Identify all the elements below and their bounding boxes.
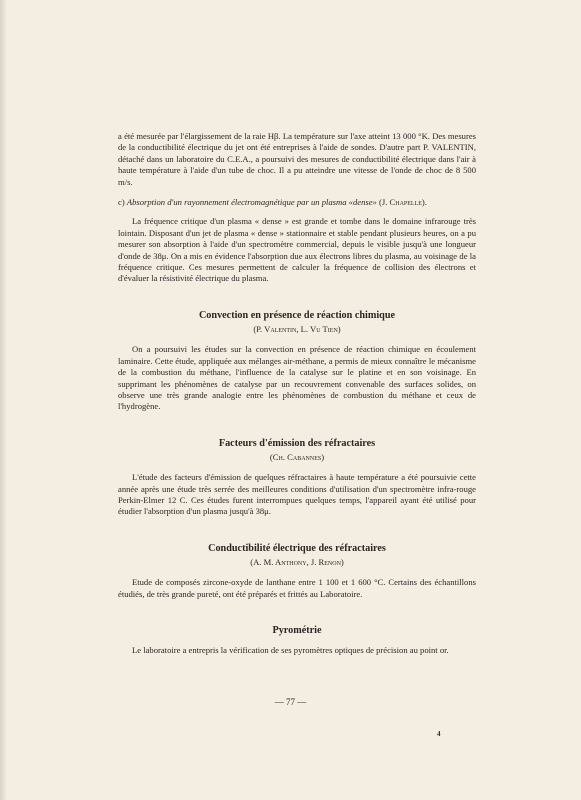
page-edge bbox=[0, 0, 6, 800]
section-c-heading bbox=[118, 197, 476, 208]
section-c-author: (J. Chapelle). bbox=[379, 197, 427, 208]
page-number: — 77 — bbox=[274, 697, 307, 707]
section-c-label: c) bbox=[118, 197, 125, 208]
section-paragraph-emission: L'étude des facteurs d'émission de quelques réfractaires à haute température a été poursuivie cette année après une étude très serrée des meilleures conditions d'utilisation d'un spectromètre infra-rouge Perkin-Elmer 12 C. Ces études furent interrompues quelques temps, l'appareil ayant été utilisé pour étudier l'absorption d'un plasma jusqu'à 38μ. bbox=[118, 472, 476, 517]
intro-paragraph: a été mesurée par l'élargissement de la raie Hβ. La température sur l'axe atteint 13 000 °K. Des mesures de la conductibilité électrique du jet ont été entreprises à l'aide de sondes. D'autre part P. VALENTIN, détaché dans un laboratoire du C.E.A., a poursuivi des mesures de conductibilité électrique dans l'air à haute température à l'aide d'un tube de choc. Il a pu atteindre une vitesse de l'onde de choc de 8 500 m/s. bbox=[118, 131, 476, 187]
section-authors-convection: (P. Valentin, L. Vu Tien) bbox=[253, 323, 341, 334]
section-paragraph-conductibilite: Etude de composés zircone-oxyde de lanthane entre 1 100 et 1 600 °C. Certains des échantillons étudiés, de très grande pureté, ont été préparés et frittés au Laboratoire. bbox=[118, 577, 476, 599]
section-paragraph-convection: On a poursuivi les études sur la convection en présence de réaction chimique en écoulement laminaire. Cette étude, appliquée aux mélanges air-méthane, a permis de mieux connaître le mécanisme de la combustion du méthane, l'influence de la catalyse sur le platine et en son voisinage. En supprimant les phénomènes de catalyse par un recouvrement convenable des surfaces solides, on observe une très grande analogie entre les phénomènes de combustion du méthane et ceux de l'hydrogène. bbox=[118, 344, 476, 412]
section-authors-conductibilite: (A. M. Anthony, J. Renon) bbox=[250, 556, 344, 567]
corner-mark: 4 bbox=[437, 730, 441, 738]
section-heading-pyrometrie: Pyrométrie bbox=[272, 624, 322, 636]
section-paragraph-pyrometrie: Le laboratoire a entrepris la vérification de ses pyromètres optiques de précision au point or. bbox=[132, 644, 449, 655]
section-authors-emission: (Ch. Cabannes) bbox=[269, 451, 325, 462]
document-body bbox=[118, 131, 476, 656]
section-heading-convection: Convection en présence de réaction chimique bbox=[198, 309, 396, 321]
section-c-paragraph: La fréquence critique d'un plasma « dense » est grande et tombe dans le domaine infrarouge très lointain. Disposant d'un jet de plasma « dense » stationnaire et stable pendant plusieurs heures, on a pu mesurer son absorption à l'aide d'un spectromètre commercial, depuis le visible jusqu'à une longueur d'onde de 38μ. On a mis en évidence l'absorption due aux électrons libres du plasma, au voisinage de la fréquence critique. Ces mesures permettent de calculer la fréquence de collision des électrons et d'évaluer la résistivité électrique du plasma. bbox=[118, 216, 476, 284]
section-heading-conductibilite: Conductibilité électrique des réfractaires bbox=[208, 542, 386, 554]
section-heading-emission: Facteurs d'émission des réfractaires bbox=[218, 437, 376, 449]
section-c-title: Absorption d'un rayonnement électromagnétique par un plasma «dense» bbox=[126, 197, 377, 208]
